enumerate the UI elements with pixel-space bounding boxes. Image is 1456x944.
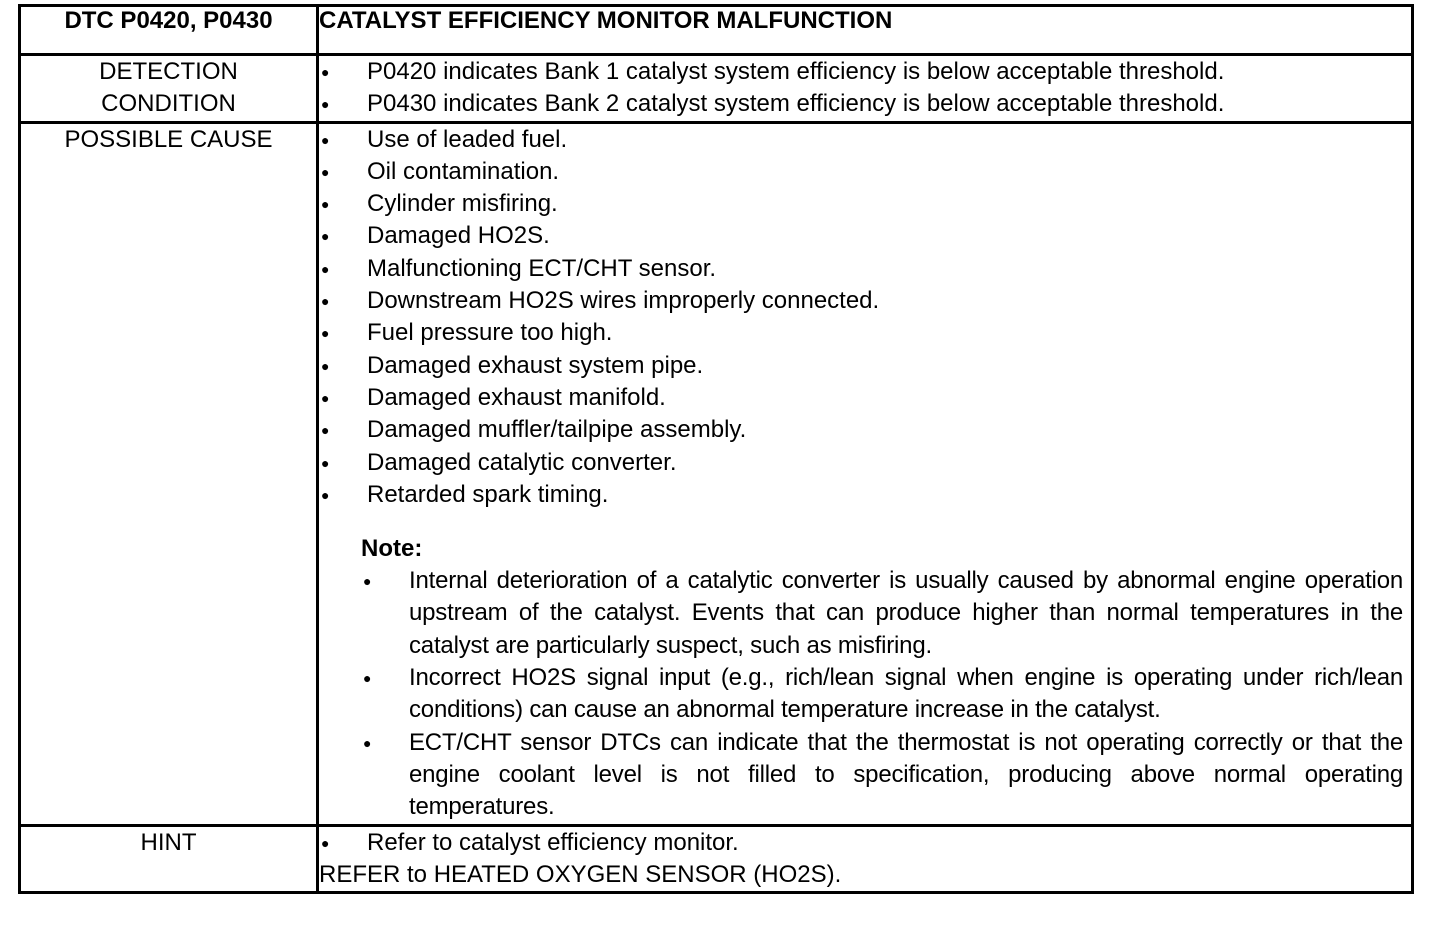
refer-text: REFER to HEATED OXYGEN SENSOR (HO2S). [319, 860, 842, 888]
possible-cause-label: POSSIBLE CAUSE [20, 122, 318, 825]
detection-item: ● P0420 indicates Bank 1 catalyst system efficiency is below acceptable threshold. [319, 56, 1411, 88]
hint-item: ● Refer to catalyst efficiency monitor. [319, 827, 1411, 859]
detection-condition-content [318, 55, 1413, 123]
possible-cause-content [318, 122, 1413, 825]
note-item: ● Incorrect HO2S signal input (e.g., rich/lean signal when engine is operating under rich/lean conditions) can cause an abnormal temperature increase in the catalyst. [361, 662, 1411, 727]
malfunction-title: CATALYST EFFICIENCY MONITOR MALFUNCTION [318, 6, 1413, 55]
cause-item: ● Damaged exhaust manifold. [319, 382, 1411, 414]
note-title: Note: [361, 535, 423, 563]
detection-label-line1: DETECTION [99, 58, 238, 85]
cause-item: ● Oil contamination. [319, 156, 1411, 188]
cause-item: ● Damaged exhaust system pipe. [319, 350, 1411, 382]
cause-item: ● Fuel pressure too high. [319, 317, 1411, 349]
cause-item: ● Cylinder misfiring. [319, 188, 1411, 220]
cause-item: ● Damaged HO2S. [319, 220, 1411, 252]
dtc-code-label: DTC P0420, P0430 [20, 6, 318, 55]
hint-row [20, 825, 1413, 892]
note-block [361, 533, 1411, 823]
hint-content [318, 825, 1413, 892]
detection-condition-row [20, 55, 1413, 123]
detection-condition-label [20, 55, 318, 123]
note-list [361, 565, 1411, 823]
hint-list [319, 827, 1411, 859]
possible-cause-row [20, 122, 1413, 825]
detection-item: ● P0430 indicates Bank 2 catalyst system efficiency is below acceptable threshold. [319, 88, 1411, 120]
header-row [20, 6, 1413, 55]
cause-item: ● Downstream HO2S wires improperly connected. [319, 285, 1411, 317]
cause-list [319, 124, 1411, 512]
cause-item: ● Malfunctioning ECT/CHT sensor. [319, 253, 1411, 285]
hint-label: HINT [20, 825, 318, 892]
cause-item: ● Damaged muffler/tailpipe assembly. [319, 414, 1411, 446]
detection-label-line2: CONDITION [101, 90, 236, 117]
dtc-table [18, 4, 1414, 894]
cause-item: ● Retarded spark timing. [319, 479, 1411, 511]
note-item: ● ECT/CHT sensor DTCs can indicate that the thermostat is not operating correctly or that the engine coolant level is not filled to specification, producing above normal operating temperatures. [361, 727, 1411, 824]
detection-list [319, 56, 1411, 121]
cause-item: ● Use of leaded fuel. [319, 124, 1411, 156]
note-item: ● Internal deterioration of a catalytic converter is usually caused by abnormal engine operation upstream of the catalyst. Events that can produce higher than normal temperatures in the catalyst are particularly suspect, such as misfiring. [361, 565, 1411, 662]
cause-item: ● Damaged catalytic converter. [319, 447, 1411, 479]
